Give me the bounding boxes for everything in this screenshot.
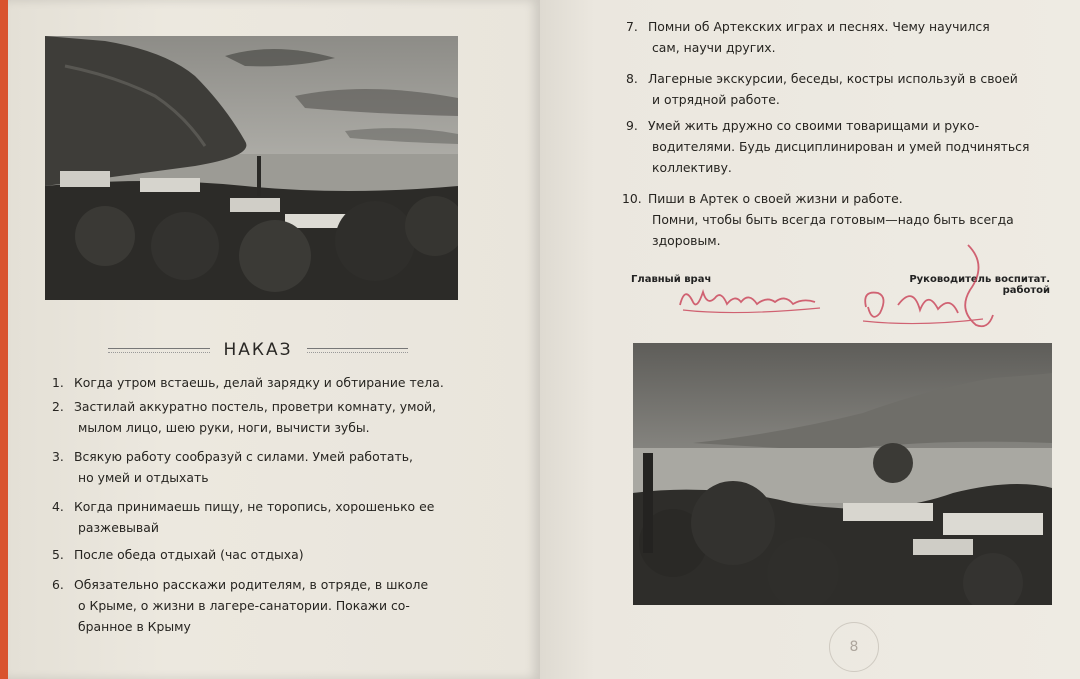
item-text: Застилай аккуратно постель, проветри комнату, умой, [73, 399, 437, 414]
item-number: 6. [52, 577, 64, 592]
item-text-cont: Помни, чтобы быть всегда готовым—надо быть всегда [652, 212, 1014, 227]
heading-block [108, 338, 408, 362]
heading-rule-left [108, 348, 210, 353]
chief-doctor-signature [675, 280, 825, 320]
chief-doctor-label: Главный врач [631, 274, 712, 285]
item-text: Лагерные экскурсии, беседы, костры используй в своей [647, 71, 1018, 86]
item-text-cont: бранное в Крыму [78, 619, 191, 634]
item-text: Умей жить дружно со своими товарищами и руко- [647, 118, 980, 133]
item-text-cont: но умей и отдыхать [78, 470, 209, 485]
right-page [540, 0, 1080, 679]
item-text: После обеда отдыхай (час отдыха) [73, 547, 304, 562]
head-of-education-signature [858, 235, 998, 335]
page-number: 8 [829, 622, 879, 672]
photo-seaside-camp [633, 343, 1052, 605]
heading-rule-right [307, 348, 409, 353]
item-text-cont: коллективу. [652, 160, 732, 175]
page-title: НАКАЗ [223, 340, 293, 360]
list-item [52, 496, 434, 538]
item-text-cont: разжевывай [78, 520, 159, 535]
list-item [626, 16, 990, 58]
list-item [52, 544, 304, 565]
list-item [626, 68, 1018, 110]
item-number: 3. [52, 449, 64, 464]
item-text: Когда принимаешь пищу, не торопись, хорошенько ее [73, 499, 435, 514]
item-number: 7. [626, 19, 638, 34]
item-number: 10. [622, 191, 642, 206]
left-page [8, 0, 540, 679]
item-number: 1. [52, 375, 64, 390]
list-item [626, 115, 1029, 178]
item-text: Всякую работу сообразуй с силами. Умей работать, [73, 449, 413, 464]
list-item [52, 446, 413, 488]
photo-mountain-coast [45, 36, 458, 300]
head-of-education-label-line1: Руководитель воспитат. [909, 274, 1050, 285]
item-number: 2. [52, 399, 64, 414]
item-number: 9. [626, 118, 638, 133]
item-text-cont: мылом лицо, шею руки, ноги, вычисти зубы. [78, 420, 370, 435]
item-number: 5. [52, 547, 64, 562]
item-number: 4. [52, 499, 64, 514]
item-text: Помни об Артекских играх и песнях. Чему научился [647, 19, 990, 34]
head-of-education-label-line2: работой [1002, 285, 1050, 296]
list-item [52, 396, 436, 438]
item-text-cont: водителями. Будь дисциплинирован и умей подчиняться [652, 139, 1030, 154]
item-text: Обязательно расскажи родителям, в отряде, в школе [73, 577, 429, 592]
item-text: Когда утром встаешь, делай зарядку и обтирание тела. [73, 375, 444, 390]
list-item [52, 574, 428, 637]
list-item [52, 372, 444, 393]
item-text-cont: сам, научи других. [652, 40, 776, 55]
item-text-cont: о Крыме, о жизни в лагере-санатории. Покажи со- [78, 598, 410, 613]
item-number: 8. [626, 71, 638, 86]
item-text: Пиши в Артек о своей жизни и работе. [647, 191, 903, 206]
item-text-cont: здоровым. [652, 233, 721, 248]
item-text-cont: и отрядной работе. [652, 92, 780, 107]
